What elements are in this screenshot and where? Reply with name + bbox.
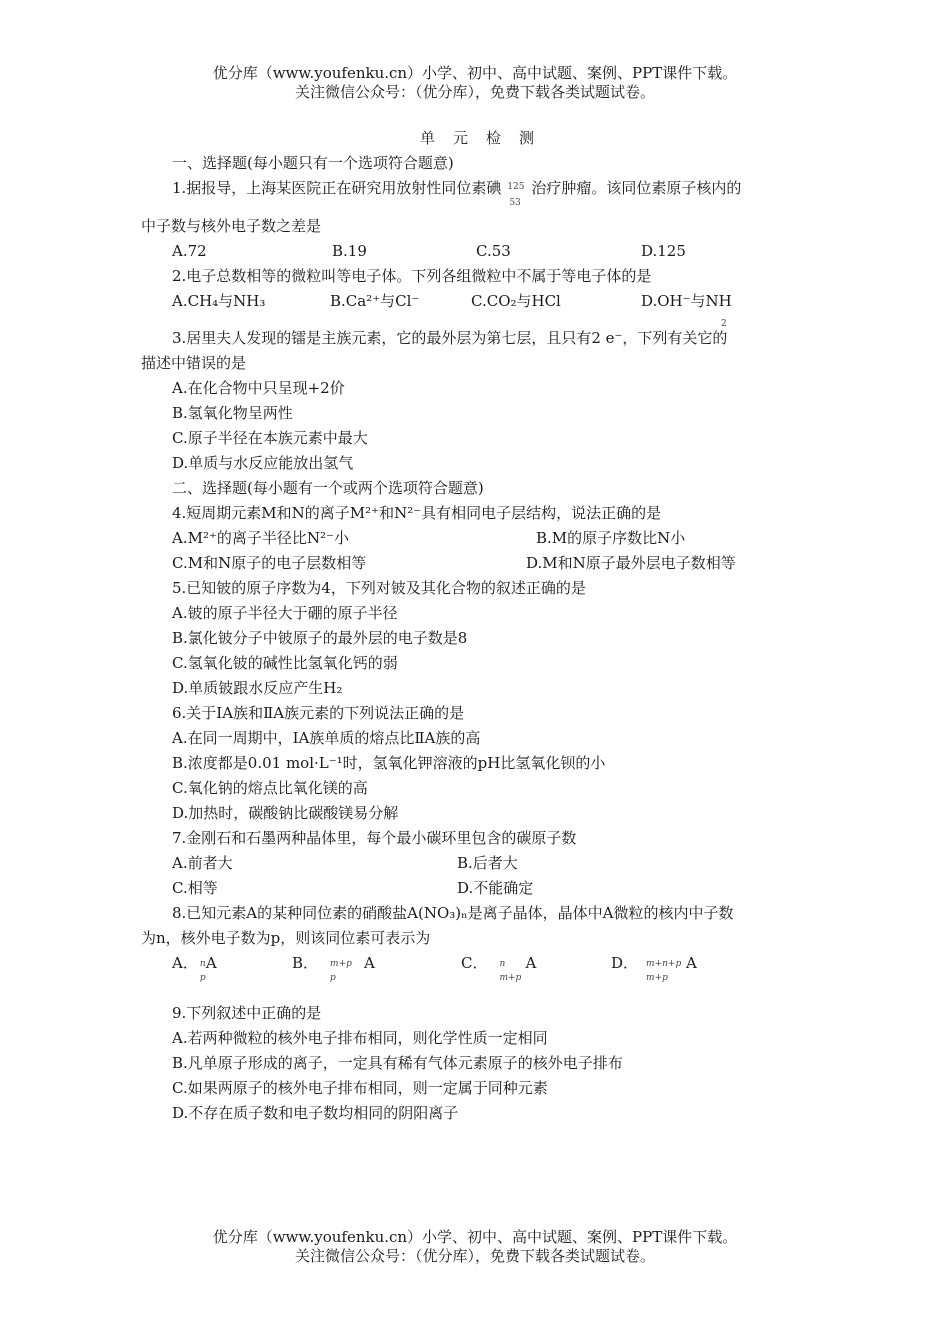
q8-option-d-bottom: m+p (646, 973, 668, 983)
question-4-options-row-2 (141, 551, 813, 576)
q8-option-a[interactable] (172, 951, 222, 983)
q3-option-d[interactable]: D.单质与水反应能放出氢气 (172, 454, 354, 472)
question-8-stem-a: 8.已知元素A的某种同位素的硝酸盐A(NO₃)ₙ是离子晶体，晶体中A微粒的核内中子数 (172, 904, 734, 922)
question-7-options-row-2 (141, 876, 813, 901)
q6-option-a[interactable]: A.在同一周期中，ⅠA族单质的熔点比ⅡA族的高 (172, 729, 481, 747)
isotope-atomic-number: 53 (509, 198, 521, 208)
question-5-stem: 5.已知铍的原子序数为4，下列对铍及其化合物的叙述正确的是 (172, 579, 586, 597)
q3-option-a[interactable]: A.在化合物中只呈现+2价 (172, 379, 345, 397)
q1-option-c[interactable]: C.53 (476, 242, 511, 260)
q2-option-b[interactable]: B.Ca²⁺与Cl⁻ (330, 292, 420, 310)
header-line-2: 关注微信公众号：（优分库），免费下载各类试题试卷。 (294, 83, 655, 101)
question-3-stem-b: 描述中错误的是 (141, 354, 247, 372)
document-title: 单元检测 (419, 129, 552, 147)
question-2-options (141, 289, 813, 329)
section-1-heading: 一、选择题(每小题只有一个选项符合题意) (172, 154, 454, 172)
header-line-1: 优分库（www.youfenku.cn）小学、初中、高中试题、案例、PPT课件下载。 (212, 64, 738, 82)
q8-option-d-top: m+n+p (646, 959, 682, 969)
footer-line-2: 关注微信公众号：（优分库），免费下载各类试题试卷。 (294, 1247, 655, 1265)
q1-option-a[interactable]: A.72 (172, 242, 207, 260)
q7-option-b[interactable]: B.后者大 (457, 854, 518, 872)
page-header (0, 64, 950, 102)
question-8-options (141, 951, 813, 989)
q8-option-a-bottom: p (199, 973, 206, 983)
q2-option-c[interactable]: C.CO₂与HCl (471, 292, 561, 310)
iodine-isotope-notation (501, 176, 531, 208)
q3-option-c[interactable]: C.原子半径在本族元素中最大 (172, 429, 368, 447)
q8-option-a-label: A． (172, 954, 198, 972)
question-6-stem: 6.关于ⅠA族和ⅡA族元素的下列说法正确的是 (172, 704, 465, 722)
q1-option-d[interactable]: D.125 (641, 242, 686, 260)
q8-option-b-symbol: A (364, 954, 375, 972)
q8-option-d-symbol: A (686, 954, 697, 972)
q3-option-b[interactable]: B.氢氧化物呈两性 (172, 404, 293, 422)
q4-option-c[interactable]: C.M和N原子的电子层数相等 (172, 554, 367, 572)
q1-stem-part-b: 治疗肿瘤。该同位素原子核内的 (531, 179, 742, 197)
q9-option-d[interactable]: D.不存在质子数和电子数均相同的阴阳离子 (172, 1104, 459, 1122)
q8-option-b[interactable] (292, 951, 375, 983)
page-footer (0, 1228, 950, 1266)
q1-stem-part-a: 1.据报导，上海某医院正在研究用放射性同位素碘 (172, 179, 502, 197)
question-1-stem (141, 176, 813, 214)
q6-option-b[interactable]: B.浓度都是0.01 mol·L⁻¹时，氢氧化钾溶液的pH比氢氧化钡的小 (172, 754, 606, 772)
isotope-mass-number: 125 (507, 182, 525, 192)
q7-option-d[interactable]: D.不能确定 (457, 879, 534, 897)
q5-option-c[interactable]: C.氢氧化铍的碱性比氢氧化钙的弱 (172, 654, 398, 672)
q8-option-b-label: B． (292, 954, 319, 972)
q5-option-d[interactable]: D.单质铍跟水反应产生H₂ (172, 679, 343, 697)
q8-option-a-top: n (199, 959, 206, 969)
q8-option-c-top: n (499, 959, 506, 969)
q9-option-a[interactable]: A.若两种微粒的核外电子排布相同，则化学性质一定相同 (172, 1029, 548, 1047)
q4-option-d[interactable]: D.M和N原子最外层电子数相等 (526, 554, 736, 572)
q8-option-d[interactable] (611, 951, 698, 983)
q8-option-c-label: C． (461, 954, 488, 972)
q8-option-b-bottom: p (330, 973, 336, 983)
q8-option-d-label: D． (611, 954, 639, 972)
q8-option-c[interactable] (461, 951, 537, 983)
question-7-stem: 7.金刚石和石墨两种晶体里，每个最小碳环里包含的碳原子数 (172, 829, 577, 847)
question-9-stem: 9.下列叙述中正确的是 (172, 1004, 322, 1022)
q7-option-c[interactable]: C.相等 (172, 879, 218, 897)
q6-option-d[interactable]: D.加热时，碳酸钠比碳酸镁易分解 (172, 804, 399, 822)
question-3-stem-a: 3.居里夫人发现的镭是主族元素，它的最外层为第七层，且只有2 e⁻，下列有关它的 (172, 329, 728, 347)
question-8-stem-b: 为n，核外电子数为p，则该同位素可表示为 (141, 929, 431, 947)
question-2-stem: 2.电子总数相等的微粒叫等电子体。下列各组微粒中不属于等电子体的是 (172, 267, 652, 285)
q4-option-b[interactable]: B.M的原子序数比N小 (536, 529, 686, 547)
q9-option-b[interactable]: B.凡单原子形成的离子，一定具有稀有气体元素原子的核外电子排布 (172, 1054, 623, 1072)
q2-option-d[interactable] (641, 292, 732, 329)
q9-option-c[interactable]: C.如果两原子的核外电子排布相同，则一定属于同种元素 (172, 1079, 548, 1097)
document-body (141, 126, 813, 1126)
q8-option-a-symbol: A (205, 954, 217, 972)
q6-option-c[interactable]: C.氧化钠的熔点比氧化镁的高 (172, 779, 368, 797)
question-4-stem: 4.短周期元素M和N的离子M²⁺和N²⁻具有相同电子层结构，说法正确的是 (172, 504, 662, 522)
q5-option-b[interactable]: B.氯化铍分子中铍原子的最外层的电子数是8 (172, 629, 468, 647)
q1-stem-part-c: 中子数与核外电子数之差是 (141, 217, 322, 235)
q7-option-a[interactable]: A.前者大 (172, 854, 233, 872)
q8-option-b-top: m+p (330, 959, 352, 969)
section-2-heading: 二、选择题(每小题有一个或两个选项符合题意) (172, 479, 484, 497)
footer-line-1: 优分库（www.youfenku.cn）小学、初中、高中试题、案例、PPT课件下载。 (212, 1228, 738, 1246)
q8-option-c-symbol: A (525, 954, 537, 972)
q2-option-d-text: D.OH⁻与NH (641, 292, 732, 310)
question-1-options (141, 239, 813, 264)
q1-option-b[interactable]: B.19 (332, 242, 367, 260)
question-7-options-row-1 (141, 851, 813, 876)
q2-option-a[interactable]: A.CH₄与NH₃ (172, 292, 266, 310)
q5-option-a[interactable]: A.铍的原子半径大于硼的原子半径 (172, 604, 398, 622)
q8-option-c-bottom: m+p (499, 973, 522, 983)
q4-option-a[interactable]: A.M²⁺的离子半径比N²⁻小 (172, 529, 349, 547)
q2-option-d-subscript: 2 (721, 319, 727, 329)
question-4-options-row-1 (141, 526, 813, 551)
